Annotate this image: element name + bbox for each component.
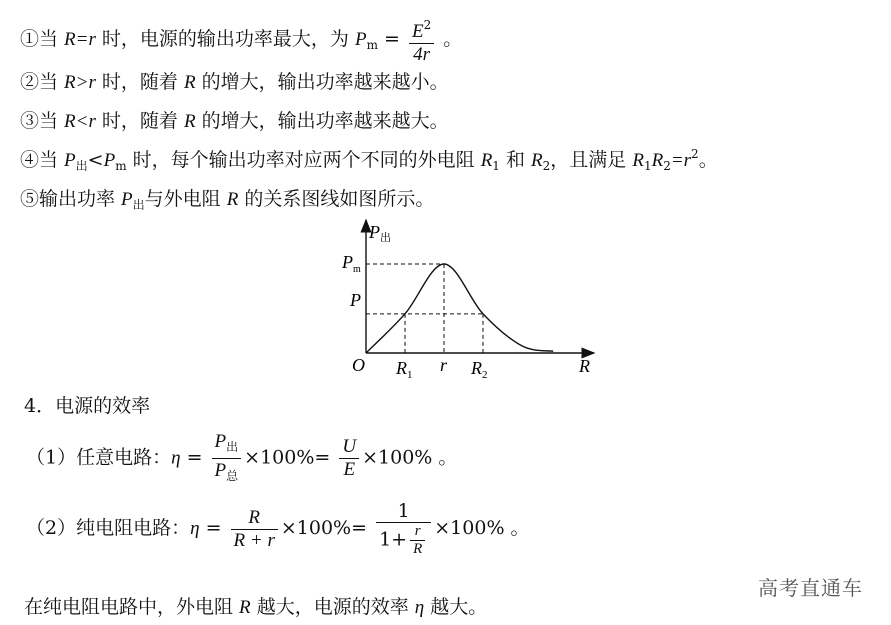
one-over-fraction <box>376 500 431 558</box>
mul-4: ×100% <box>434 517 505 539</box>
pm-subscript: m <box>366 38 378 52</box>
conclusion-eta: η <box>414 597 425 618</box>
mul-1: ×100%= <box>244 446 331 469</box>
origin-label: O <box>352 355 365 375</box>
item-5-end: 的关系图线如图所示。 <box>238 188 435 210</box>
efficiency-pure-resistor <box>26 500 530 558</box>
one-plus: 1+ <box>379 528 408 551</box>
resistance-ratio-fraction <box>231 507 278 552</box>
p-out-subscript: 出 <box>75 159 88 173</box>
y-axis-label-p: P <box>369 222 380 242</box>
eta-symbol: η <box>171 447 181 469</box>
p-total-den: P <box>214 460 227 481</box>
r1-tick-label-r: R <box>396 358 407 378</box>
efficiency-pure-label: （2）纯电阻电路： <box>26 517 191 539</box>
r2-product-subscript: 2 <box>663 159 671 173</box>
pm-symbol-2: P <box>103 150 116 171</box>
and-text: 和 <box>499 149 532 171</box>
r1-tick-label <box>395 358 413 381</box>
voltage-ratio-fraction <box>339 436 359 481</box>
conclusion-b: 越大，电源的效率 <box>250 596 415 618</box>
efficiency-any-label: （1）任意电路： <box>26 446 172 469</box>
section-4-heading: 4．电源的效率 <box>24 395 151 417</box>
eta-symbol-2: η <box>190 518 200 539</box>
item-5-text: 与外电阻 <box>144 188 227 210</box>
r-plus-r-den: R + r <box>233 529 275 551</box>
r-over-r-fraction <box>410 523 425 558</box>
fraction-numerator: E <box>411 21 424 42</box>
item-2-prefix: ②当 <box>20 71 65 93</box>
r2-product-symbol: R <box>651 150 664 171</box>
item-1-text: 时，电源的输出功率最大，为 <box>95 28 355 50</box>
y-axis-label <box>368 222 391 244</box>
item-4-prefix: ④当 <box>20 149 65 171</box>
p-out-num-sub: 出 <box>226 440 239 454</box>
eff2-end: 。 <box>504 517 530 539</box>
u-num: U <box>339 436 359 459</box>
r1-subscript: 1 <box>492 159 500 173</box>
mul-2: ×100% <box>362 446 433 469</box>
item-4-end: 。 <box>698 149 718 171</box>
less-than: < <box>87 149 104 171</box>
conclusion-var: R <box>239 597 251 618</box>
watermark: 高考直通车 <box>758 576 863 600</box>
p-out-symbol: P <box>64 150 76 171</box>
mul-3: ×100%= <box>280 517 368 539</box>
conclusion-c: 越大。 <box>424 596 488 618</box>
item-4-text: 时，每个输出功率对应两个不同的外电阻 <box>126 149 481 171</box>
r1-product-subscript: 1 <box>643 159 652 173</box>
p-out-num: P <box>214 431 227 452</box>
p-out-symbol-2: P <box>121 189 133 210</box>
one-num: 1 <box>376 500 431 523</box>
item-4-text2: ，且满足 <box>550 149 633 171</box>
pm-tick-label-sub: m <box>353 264 361 275</box>
x-axis-label: R <box>579 356 590 376</box>
r2-tick-label-sub: 2 <box>482 369 488 381</box>
r2-subscript: 2 <box>542 159 551 173</box>
p-out-subscript-2: 出 <box>132 198 145 212</box>
conclusion-a: 在纯电阻电路中，外电阻 <box>24 596 240 618</box>
item-3-text: 时，随着 <box>95 110 184 132</box>
r2-symbol: R <box>531 150 543 171</box>
item-1-end: 。 <box>437 28 463 50</box>
r-num: R <box>231 507 278 530</box>
r-tick-label: r <box>440 355 448 375</box>
r2-tick-label-r: R <box>471 358 482 378</box>
dashed-guides <box>366 264 483 353</box>
r1-product-symbol: R <box>632 150 644 171</box>
power-curve <box>366 264 553 353</box>
item-2-condition: R>r <box>64 72 96 93</box>
fraction-exponent: 2 <box>423 18 432 32</box>
eff1-end: 。 <box>432 446 458 469</box>
pm-symbol: P <box>354 29 367 50</box>
item-1-condition: R=r <box>64 29 96 50</box>
pm-subscript-2: m <box>115 159 127 173</box>
equals-1: = <box>180 446 209 469</box>
r1-tick-label-sub: 1 <box>407 369 413 381</box>
item-5-var: R <box>226 189 239 210</box>
small-r-num: r <box>410 523 425 541</box>
fraction-denominator: 4r <box>413 44 431 65</box>
item-2-end: 的增大，输出功率越来越小。 <box>195 71 449 93</box>
p-tick-label: P <box>350 290 361 310</box>
equals-2: = <box>199 517 228 539</box>
big-r-den: R <box>413 541 423 557</box>
p-total-den-sub: 总 <box>226 469 239 483</box>
item-3-end: 的增大，输出功率越来越大。 <box>195 110 449 132</box>
pm-tick-label-p: P <box>342 252 353 272</box>
r1-symbol: R <box>480 150 493 171</box>
efficiency-any-circuit <box>26 430 457 487</box>
equals: = <box>377 28 406 50</box>
item-2-text: 时，随着 <box>95 71 184 93</box>
r-squared-exponent: 2 <box>691 147 699 161</box>
r2-tick-label <box>470 358 488 381</box>
r-squared: =r <box>670 150 692 171</box>
item-2-var: R <box>183 72 196 93</box>
item-3-prefix: ③当 <box>20 110 65 132</box>
e-den: E <box>343 459 356 480</box>
item-5-prefix: ⑤输出功率 <box>20 188 122 210</box>
item-3-condition: R<r <box>64 111 96 132</box>
y-axis-label-sub: 出 <box>380 232 391 244</box>
power-ratio-fraction <box>212 430 242 487</box>
item-3-var: R <box>183 111 196 132</box>
item-1-prefix: ①当 <box>20 28 65 50</box>
pm-tick-label <box>341 252 361 275</box>
conclusion <box>24 592 487 619</box>
